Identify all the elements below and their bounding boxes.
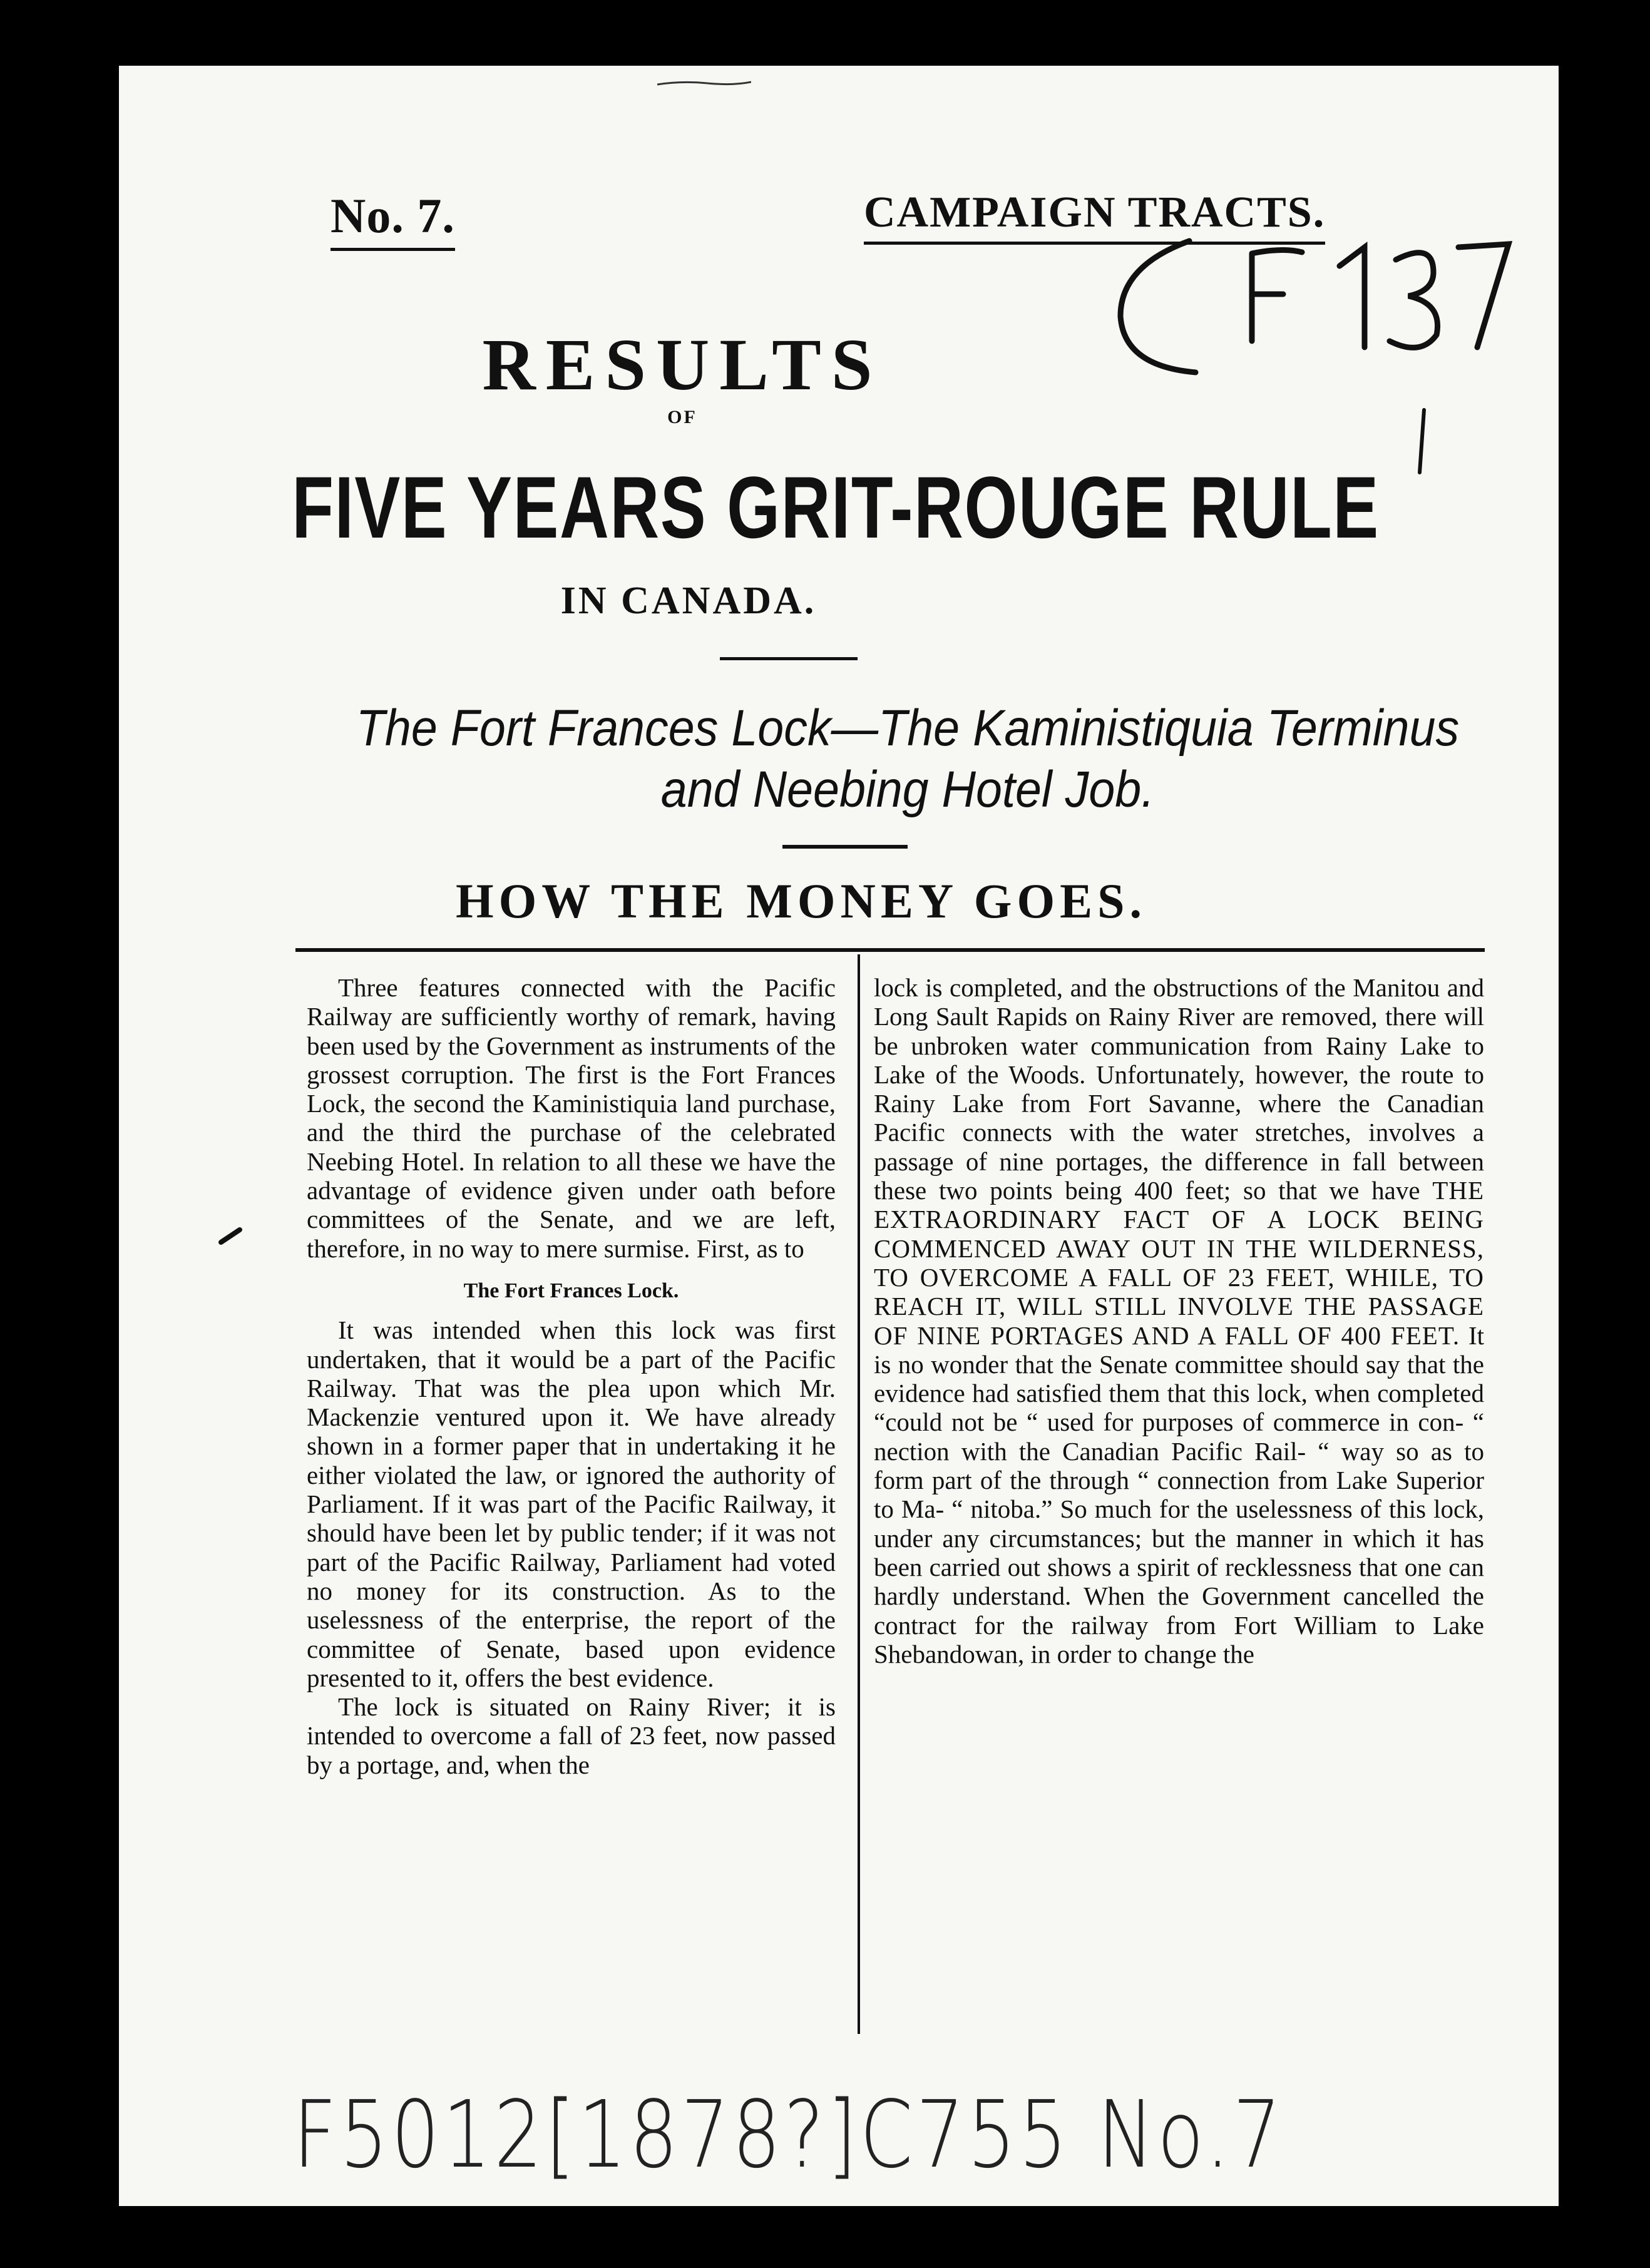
heading-of: OF [667, 407, 697, 427]
left-paragraph-3: The lock is situated on Rainy River; it is intended to overcome a fall of 23 feet, now passed by a portage, and, when the [307, 1692, 836, 1779]
main-title: FIVE YEARS GRIT-ROUGE RULE [292, 458, 1380, 556]
italic-title [332, 698, 1483, 821]
subtitle-place: IN CANADA. [560, 580, 817, 622]
italic-title-line-2: and Neebing Hotel Job. [660, 761, 1155, 819]
heading-results: RESULTS [482, 324, 883, 406]
right-column [874, 973, 1484, 1668]
divider-short [782, 845, 908, 849]
document-page [119, 66, 1559, 2206]
section-heading: HOW THE MONEY GOES. [455, 874, 1147, 928]
right-paragraph-1-rest: It is no wonder that the Senate committee should say that the evidence had satisfied them that this lock, when completed “could not be “ used for purposes of commerce in con- “ nection with the Canadian Pacific Rail- “ way so as to form part of the through “ connection from Lake Superior to Ma- “ nitoba.” So much for the uselessness of this lock, under any circumstances; but the manner in which it has been carried out shows a spirit of recklessness that one can hardly understand. When the Government cancelled the contract for the railway from Fort William to Lake Shebandowan, in order to change the [874, 1320, 1484, 1668]
right-paragraph-1 [874, 973, 1484, 1668]
emphasis-text: THE EXTRAORDINARY FACT OF A LOCK BEING COMMENCED AWAY OUT IN THE WILDERNESS, TO OVERCOME A FALL OF 23 FEET, WHILE, TO REACH IT, WILL STILL INVOLVE THE PASSAGE OF NINE PORTAGES AND A FALL OF 400 FEET. [874, 1176, 1484, 1350]
divider-ornament [720, 657, 858, 660]
left-column [307, 973, 836, 1779]
divider-long [295, 948, 1485, 952]
series-title: CAMPAIGN TRACTS. [864, 188, 1325, 245]
left-paragraph-2: It was intended when this lock was first undertaken, that it would be a part of the Pacific Railway. That was the plea upon which Mr. Mackenzie ventured upon it. We have already shown in a former paper that in undertaking it he either violated the law, or ignored the authority of Parliament. If it was part of the Pacific Railway, it should have been let by public tender; if it was not part of the Pacific Railway, Parliament had voted no money for its construction. As to the uselessness of the enterprise, the report of the committee of Senate, based upon evidence presented to it, offers the best evidence. [307, 1315, 836, 1692]
subheading-fort-frances-lock: The Fort Frances Lock. [463, 1279, 679, 1302]
tract-number: No. 7. [331, 188, 455, 251]
margin-mark [218, 1227, 243, 1245]
left-paragraph-1: Three features connected with the Pacific Railway are sufficiently worthy of remark, having been used by the Government as instruments of the grossest corruption. The first is the Fort Frances Lock, the second the Kaministiquia land purchase, and the third the purchase of the celebrated Neebing Hotel. In relation to all these we have the advantage of evidence given under oath before committees of the Senate, and we are left, therefore, in no way to mere surmise. First, as to [307, 973, 836, 1263]
scan-speck-top [657, 79, 751, 87]
right-paragraph-1-text: lock is completed, and the obstructions of the Manitou and Long Sault Rapids on Rainy River are removed, there will be unbroken water communication from Rainy Lake to Lake of the Woods. Unfortunately, however, the route to Rainy Lake from Fort Savanne, where the Canadian Pacific connects with the water stretches, involves a passage of nine portages, the difference in fall between these two points being 400 feet; so that we have [874, 973, 1484, 1205]
handwritten-tick [1408, 404, 1433, 479]
handwritten-call-number: F5012[1878?]C755 No.7 [293, 2081, 1284, 2189]
italic-title-line-1: The Fort Frances Lock—The Kaministiquia Terminus [356, 700, 1460, 757]
column-divider [858, 954, 860, 2034]
